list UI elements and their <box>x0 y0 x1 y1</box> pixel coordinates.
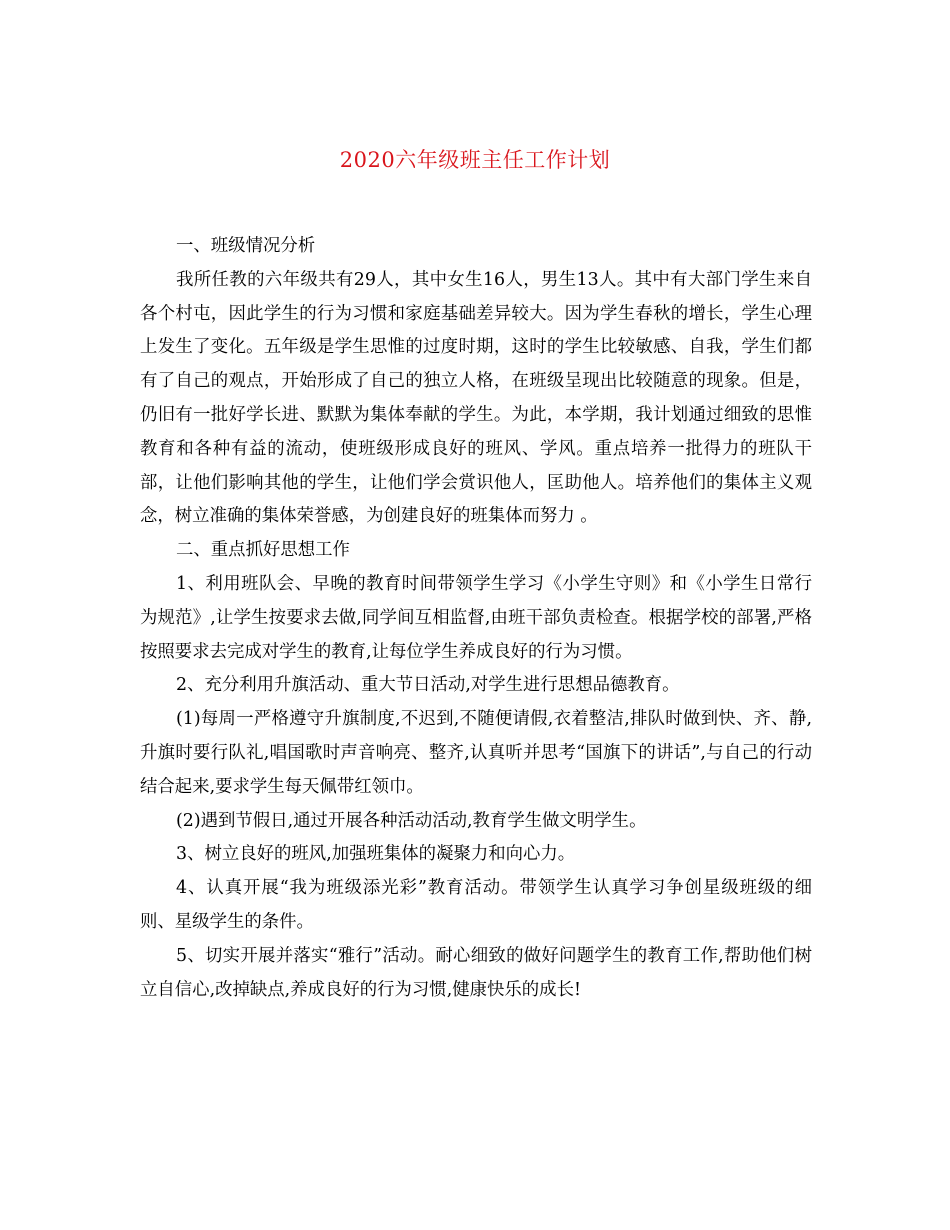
paragraph-item-4: 4、认真开展“我为班级添光彩”教育活动。带领学生认真学习争创星级班级的细则、星级学生的条件。 <box>140 878 812 932</box>
document-body <box>140 230 812 1007</box>
document-title: 2020六年级班主任工作计划 <box>339 148 611 172</box>
paragraph-subitem-1: (1)每周一严格遵守升旗制度,不迟到,不随便请假,衣着整洁,排队时做到快、齐、静,升旗时要行队礼,唱国歌时声音响亮、整齐,认真听并思考“国旗下的讲话”,与自己的行动结合起来,要求学生每天佩带红领巾。 <box>140 709 812 797</box>
paragraph-subitem-2: (2)遇到节假日,通过开展各种活动活动,教育学生做文明学生。 <box>176 810 647 831</box>
paragraph-item-5: 5、切实开展并落实“雅行”活动。耐心细致的做好问题学生的教育工作,帮助他们树立自信心,改掉缺点,养成良好的行为习惯,健康快乐的成长! <box>140 945 812 1000</box>
paragraph-item-2: 2、充分利用升旗活动、重大节日活动,对学生进行思想品德教育。 <box>176 675 680 696</box>
section-heading-1: 一、班级情况分析 <box>176 236 316 256</box>
paragraph-class-analysis: 我所任教的六年级共有29人，其中女生16人，男生13人。其中有大部门学生来自各个村屯，因此学生的行为习惯和家庭基础差异较大。因为学生春秋的增长，学生心理上发生了变化。五年级是学生思惟的过度时期，这时的学生比较敏感、自我，学生们都有了自己的观点，开始形成了自己的独立人格，在班级呈现出比较随意的现象。但是，仍旧有一批好学长进、默默为集体奉献的学生。为此，本学期，我计划通过细致的思惟教育和各种有益的流动，使班级形成良好的班风、学风。重点培养一批得力的班队干部，让他们影响其他的学生，让他们学会赏识他人，匡助他人。培养他们的集体主义观念，树立准确的集体荣誉感，为创建良好的班集体而努力 。 <box>140 269 812 527</box>
paragraph-item-3: 3、树立良好的班风,加强班集体的凝聚力和向心力。 <box>176 844 576 865</box>
paragraph-item-1: 1、利用班队会、早晚的教育时间带领学生学习《小学生守则》和《小学生日常行为规范》,让学生按要求去做,同学间互相监督,由班干部负责检查。根据学校的部署,严格按照要求去完成对学生的教育,让每位学生养成良好的行为习惯。 <box>140 573 812 662</box>
section-heading-2: 二、重点抓好思想工作 <box>176 540 350 561</box>
